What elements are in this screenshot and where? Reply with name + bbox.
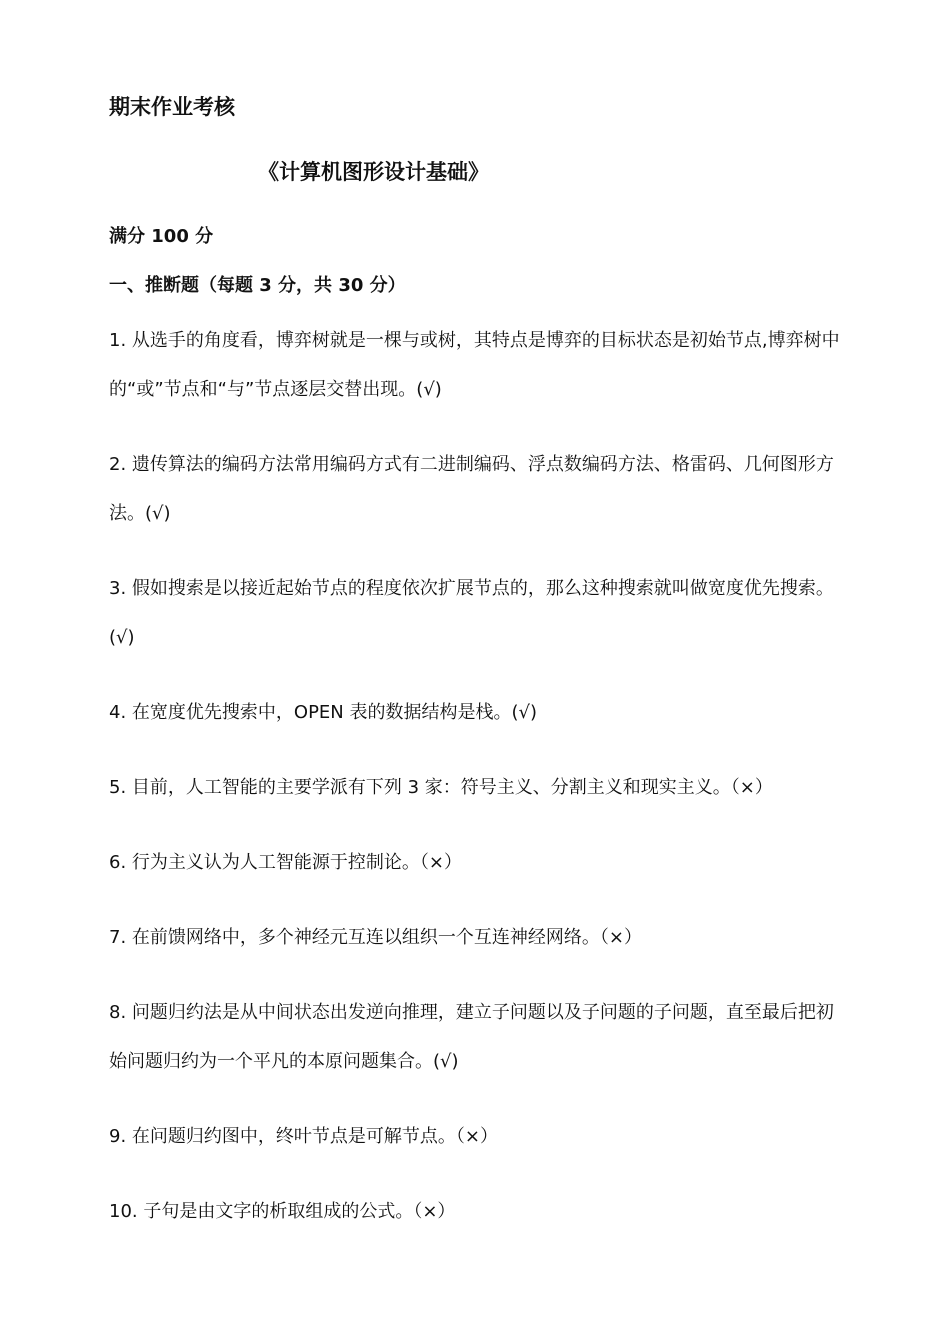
question-item: 10. 子句是由文字的析取组成的公式。（×） [109, 1201, 456, 1222]
question-item: 7. 在前馈网络中，多个神经元互连以组织一个互连神经网络。（×） [109, 927, 642, 948]
course-title: 《计算机图形设计基础》 [258, 160, 489, 184]
question-item: 5. 目前，人工智能的主要学派有下列 3 家：符号主义、分割主义和现实主义。（×） [109, 777, 773, 798]
question-item: 6. 行为主义认为人工智能源于控制论。（×） [109, 852, 462, 873]
document-title: 期末作业考核 [109, 95, 235, 119]
question-item: 1. 从选手的角度看，博弈树就是一棵与或树，其特点是博弈的目标状态是初始节点,博弈树中的“或”节点和“与”节点逐层交替出现。(√) [109, 330, 840, 400]
section-heading: 一、推断题（每题 3 分，共 30 分） [109, 275, 406, 296]
question-item: 4. 在宽度优先搜索中，OPEN 表的数据结构是栈。(√) [109, 702, 537, 723]
question-item: 2. 遗传算法的编码方法常用编码方式有二进制编码、浮点数编码方法、格雷码、几何图形方法。(√) [109, 454, 834, 524]
question-list [109, 316, 849, 1262]
total-score: 满分 100 分 [109, 226, 214, 247]
question-item: 3. 假如搜索是以接近起始节点的程度依次扩展节点的，那么这种搜索就叫做宽度优先搜索。(√) [109, 578, 834, 648]
question-item: 9. 在问题归约图中，终叶节点是可解节点。（×） [109, 1126, 498, 1147]
question-item: 8. 问题归约法是从中间状态出发逆向推理，建立子问题以及子问题的子问题，直至最后把初始问题归约为一个平凡的本原问题集合。(√) [109, 1002, 834, 1072]
